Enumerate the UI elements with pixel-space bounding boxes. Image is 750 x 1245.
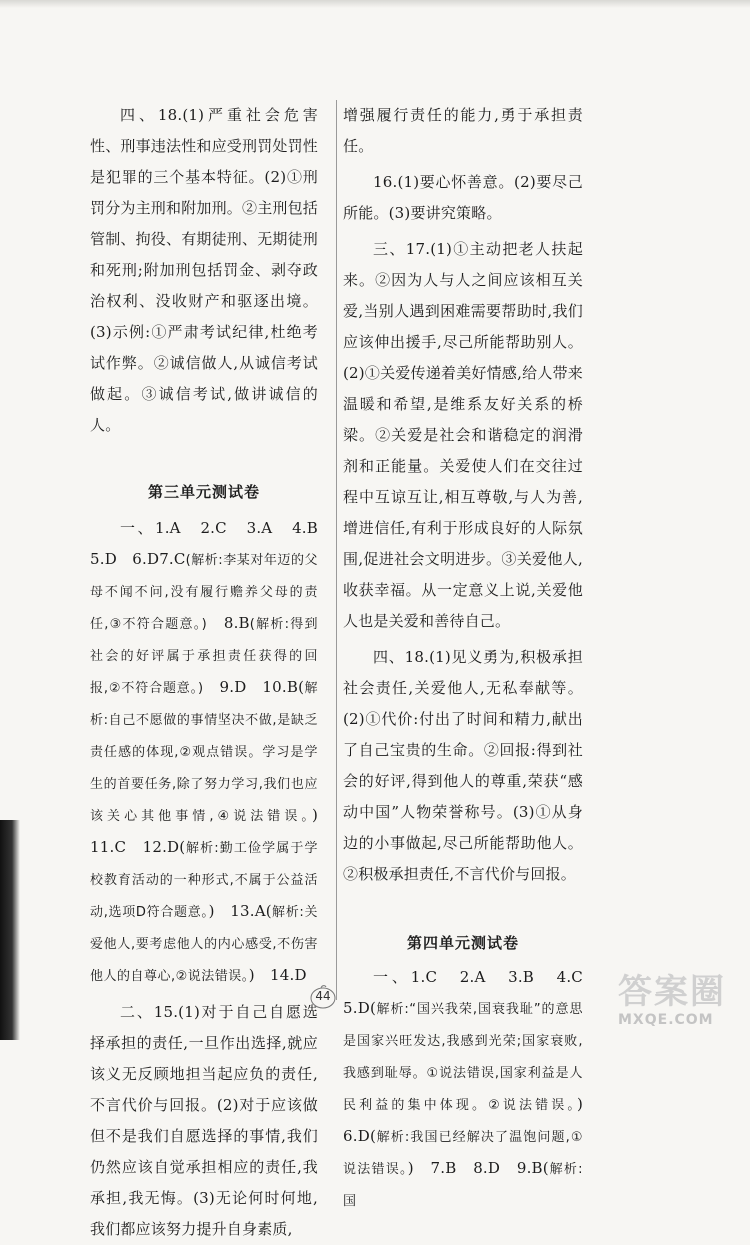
answer-text: ) 11.C 12.D( <box>90 806 334 856</box>
answer-paragraph: 三、17.(1)①主动把老人扶起来。②因为人与人之间应该相互关爱,当别人遇到困难需要帮助时,我们应该伸出援手,尽己所能帮助别人。(2)①关爱传递着美好情感,给人带来温暖和希望,是维系友好关系的桥梁。②关爱是社会和谐稳定的润滑剂和正能量。关爱使人们在交往过程中互谅互让,相互尊敬,与人为善,增进信任,有利于形成良好的人际氛围,促进社会文明进步。③关爱他人,收获幸福。从一定意义上说,关爱他人也是关爱和善待自己。 <box>343 240 583 630</box>
page-number: 44 <box>315 989 331 1003</box>
answer-paragraph: 16.(1)要心怀善意。(2)要尽己所能。(3)要讲究策略。 <box>343 173 583 222</box>
answer-paragraph: 二、15.(1)对于自己自愿选择承担的责任,一旦作出选择,就应该义无反顾地担当起应负的责任,不言代价与回报。(2)对于应该做但不是我们自愿选择的事情,我们仍然应该自觉承担相应的责任,我承担,我无悔。(3)无论何时何地,我们都应该努力提升自身素质, <box>90 1003 318 1238</box>
answer-text: 一、1.A 2.C 3.A 4.B 5.D 6.D <box>90 519 334 568</box>
answer-text: 8.B <box>207 614 250 632</box>
right-column <box>343 100 599 1217</box>
answer-paragraph <box>343 962 599 1217</box>
explanation-text: 解析:勤工俭学属于学校教育活动的一种形式,不属于公益活动,选项D符合题意。 <box>90 841 318 920</box>
answer-text: ) 13.A( <box>208 902 272 920</box>
answer-paragraph: 增强履行责任的能力,勇于承担责任。 <box>343 106 583 155</box>
binding-shadow <box>0 820 20 1040</box>
scan-top-edge <box>0 0 750 8</box>
answer-text: 9.D 10.B( <box>203 678 305 696</box>
answer-paragraph: 四、18.(1)严重社会危害性、刑事违法性和应受刑罚处罚性是犯罪的三个基本特征。(2)①刑罚分为主刑和附加刑。②主刑包括管制、拘役、有期徒刑、无期徒刑和死刑;附加刑包括罚金、剥夺政治权利、没收财产和驱逐出境。(3)示例:①严肃考试纪律,杜绝考试作弊。②诚信做人,从诚信考试做起。③诚信考试,做讲诚信的人。 <box>90 106 319 434</box>
watermark-logo-text: 答案圈 <box>618 972 726 1012</box>
answer-text: 7.C <box>159 550 186 568</box>
section-title-unit-3: 第三单元测试卷 <box>147 483 260 501</box>
answer-text: ) 14.D <box>248 966 307 984</box>
explanation-text: 解析:关爱他人,要考虑他人的内心感受,不伤害他人的自尊心,②说法错误。 <box>90 905 318 984</box>
column-divider <box>336 100 337 1000</box>
explanation-text: (解析:得到社会的好评属于承担责任获得的回报,②不符合题意。) <box>90 617 318 696</box>
watermark-url: MXQE.COM <box>618 1012 714 1028</box>
page-number-badge <box>309 983 337 1011</box>
answer-text: ) 6.D( <box>343 1095 599 1145</box>
explanation-text: 解析:我国已经解决了温饱问题,①说法错误。 <box>343 1130 583 1177</box>
answer-text: 一、1.C 2.A 3.B 4.C 5.D( <box>343 968 599 1017</box>
section-title-unit-4: 第四单元测试卷 <box>406 934 519 952</box>
explanation-text: (解析:李某对年迈的父母不闻不问,没有履行赡养父母的责任,③不符合题意。) <box>90 553 319 632</box>
answer-paragraph: 四、18.(1)见义勇为,积极承担社会责任,关爱他人,无私奉献等。(2)①代价:付出了时间和精力,献出了自己宝贵的生命。②回报:得到社会的好评,得到他人的尊重,荣获“感动中国”人物荣誉称号。(3)①从身边的小事做起,尽己所能帮助他人。②积极承担责任,不言代价与回报。 <box>343 648 583 883</box>
answer-paragraph <box>90 513 334 992</box>
explanation-text: 解析:“国兴我荣,国衰我耻”的意思是国家兴旺发达,我感到光荣;国家衰败,我感到耻辱。①说法错误,国家利益是人民利益的集中体现。②说法错误。 <box>343 1002 583 1113</box>
explanation-text: 解析:自己不愿做的事情坚决不做,是缺乏责任感的体现,②观点错误。学习是学生的首要任务,除了努力学习,我们也应该关心其他事情,④说法错误。 <box>90 681 318 824</box>
answer-text: ) 7.B 8.D 9.B( <box>407 1159 549 1177</box>
explanation-text: 解析:国 <box>343 1162 583 1209</box>
watermark <box>618 972 748 1039</box>
